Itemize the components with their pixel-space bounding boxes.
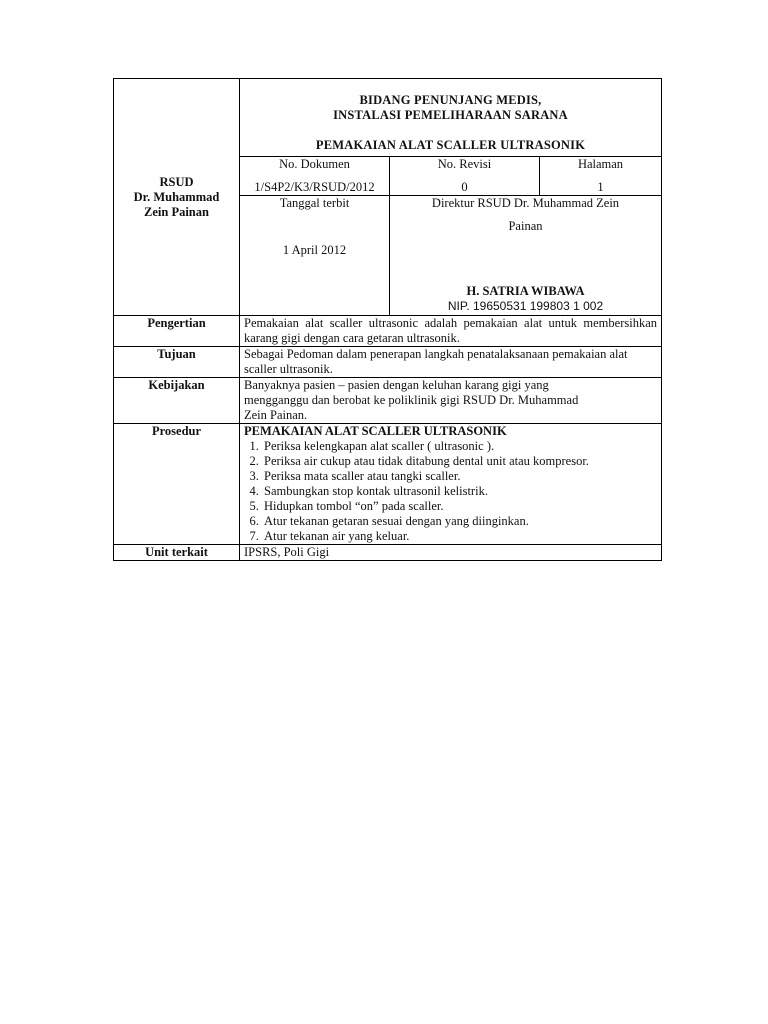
prosedur-step: 7. Atur tekanan air yang keluar. [262,529,657,544]
director-title-line-2: Painan [508,219,543,233]
signer-nip: NIP. 19650531 199803 1 002 [447,299,604,313]
document-number-value: 1/S4P2/K3/RSUD/2012 [254,180,375,194]
hospital-name-cell [114,79,240,316]
document-number-label: No. Dokumen [279,157,350,171]
prosedur-step: 2. Periksa air cukup atau tidak ditabung dental unit atau kompresor. [262,454,657,469]
signer-name: H. SATRIA WIBAWA [466,284,585,298]
director-approval-cell [390,196,662,316]
revision-value: 0 [461,180,468,194]
procedure-document-table [113,78,662,561]
hospital-name-line-1: RSUD [159,174,194,189]
prosedur-step: 6. Atur tekanan getaran sesuai dengan yang diinginkan. [262,514,657,529]
hospital-name-line-3: Zein Painan [144,204,209,219]
pengertian-text: Pemakaian alat scaller ultrasonic adalah pemakaian alat untuk membersihkan karang gigi dengan cara getaran ultrasonik. [240,316,662,347]
tujuan-text: Sebagai Pedoman dalam penerapan langkah penatalaksanaan pemakaian alat scaller ultrasonik. [240,347,662,378]
issue-date-value: 1 April 2012 [282,243,347,257]
prosedur-step: 1. Periksa kelengkapan alat scaller ( ultrasonic ). [262,439,657,454]
director-title-line-1: Direktur RSUD Dr. Muhammad Zein [431,196,620,210]
prosedur-step: 5. Hidupkan tombol “on” pada scaller. [262,499,657,514]
installation-title: INSTALASI PEMELIHARAAN SARANA [333,108,568,122]
issue-date-label: Tanggal terbit [279,196,350,210]
revision-label: No. Revisi [437,157,492,171]
document-title: PEMAKAIAN ALAT SCALLER ULTRASONIK [315,138,586,152]
document-number-cell [240,157,390,196]
prosedur-steps-list [244,439,657,544]
kebijakan-label: Kebijakan [114,378,240,424]
department-title: BIDANG PENUNJANG MEDIS, [359,93,542,107]
kebijakan-cell [240,378,662,424]
hospital-name-line-2: Dr. Muhammad [133,189,220,204]
prosedur-heading: PEMAKAIAN ALAT SCALLER ULTRASONIK [244,424,507,438]
kebijakan-line-3: Zein Painan. [244,408,308,422]
kebijakan-line-2: mengganggu dan berobat ke poliklinik gigi RSUD Dr. Muhammad [244,393,579,407]
page-value: 1 [597,180,604,194]
page-cell [540,157,662,196]
kebijakan-line-1: Banyaknya pasien – pasien dengan keluhan karang gigi yang [244,378,549,392]
tujuan-label: Tujuan [114,347,240,378]
unit-terkait-label: Unit terkait [114,545,240,561]
prosedur-step: 3. Periksa mata scaller atau tangki scaller. [262,469,657,484]
prosedur-step: 4. Sambungkan stop kontak ultrasonil kelistrik. [262,484,657,499]
issue-date-cell [240,196,390,316]
prosedur-cell [240,424,662,545]
revision-cell [390,157,540,196]
page-label: Halaman [577,157,624,171]
prosedur-label: Prosedur [114,424,240,545]
document-title-cell [240,79,662,157]
unit-terkait-text: IPSRS, Poli Gigi [240,545,662,561]
pengertian-label: Pengertian [114,316,240,347]
